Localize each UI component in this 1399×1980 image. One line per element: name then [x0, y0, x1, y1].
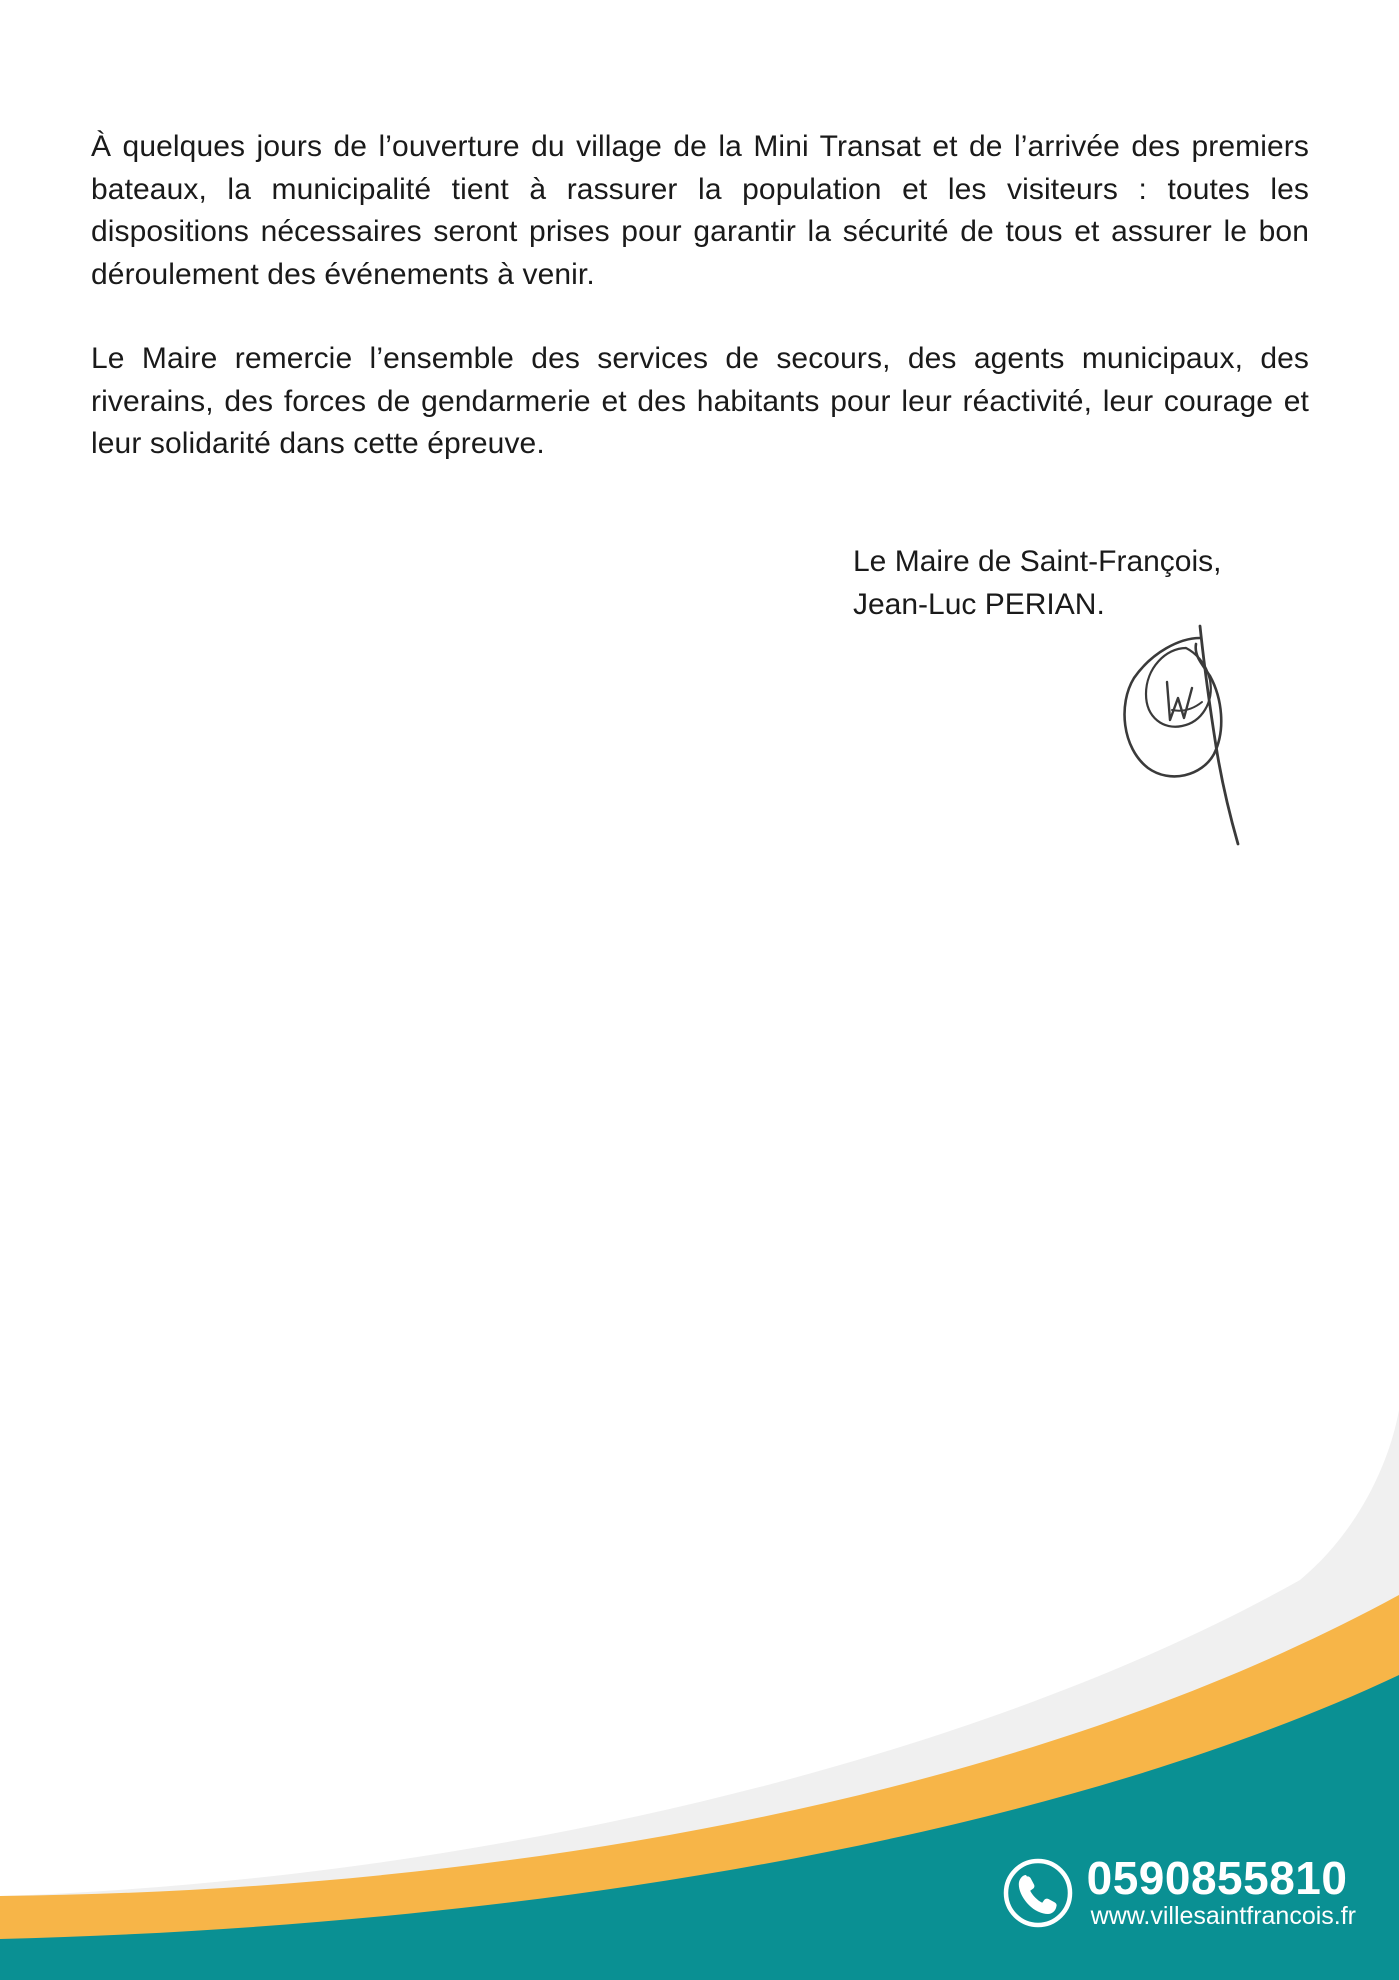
website-link[interactable]: www.villesaintfrancois.fr: [1090, 1902, 1356, 1930]
handwritten-signature: [1112, 618, 1252, 850]
paragraph-security-reassurance: À quelques jours de l’ouverture du village de la Mini Transat et de l’arrivée des premiers bateaux, la municipalité tient à rassurer la population et les visiteurs : toutes les dispositions nécessaires seront prises pour garantir la sécurité de tous et assurer le bon déroulement des événements à venir.: [91, 130, 1309, 291]
signatory-title: Le Maire de Saint-François,: [853, 545, 1222, 578]
signature-block: [853, 540, 1222, 626]
phone-number[interactable]: 0590855810: [1086, 1852, 1348, 1904]
phone-icon: [1003, 1858, 1073, 1928]
contact-details: [1087, 1854, 1356, 1930]
paragraph-thanks: Le Maire remercie l’ensemble des services de secours, des agents municipaux, des riverains, des forces de gendarmerie et des habitants pour leur réactivité, leur courage et leur solidarité dans cette épreuve.: [91, 342, 1309, 460]
footer-contact: [1003, 1854, 1356, 1930]
letter-body: [91, 126, 1309, 466]
signatory-name: Jean-Luc PERIAN.: [853, 588, 1105, 621]
